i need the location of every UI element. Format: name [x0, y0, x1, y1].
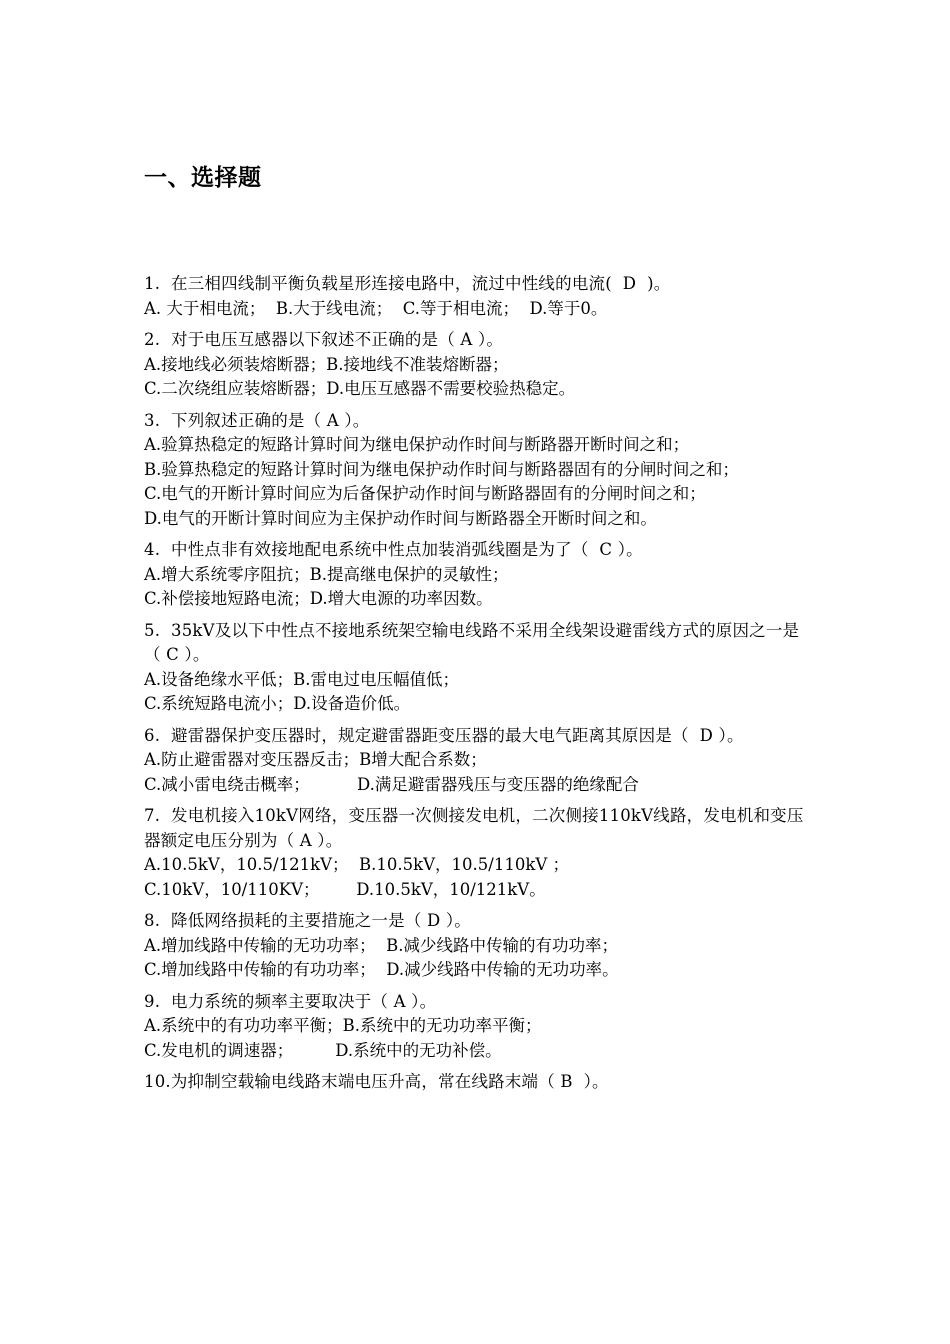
section-title: 一、选择题: [144, 165, 262, 191]
question-stem: 7. 发电机接入10kV网络，变压器一次侧接发电机，二次侧接110kV线路，发电机和变压器额定电压分别为（ A ）。: [144, 806, 804, 850]
question-item: [144, 909, 812, 983]
question-item: [144, 990, 812, 1064]
question-option-line: A.设备绝缘水平低；B.雷电过电压幅值低；: [144, 669, 460, 689]
question-option-line: A.10.5kV，10.5/121kV； B.10.5kV，10.5/110kV ；: [144, 855, 569, 874]
question-list: [144, 272, 812, 1102]
question-option-line: A.防止避雷器对变压器反击；B增大配合系数；: [144, 750, 487, 769]
question-item: [144, 1070, 812, 1095]
question-item: [144, 272, 812, 321]
question-option-line: D.电气的开断计算时间应为主保护动作时间与断路器全开断时间之和。: [144, 508, 657, 528]
question-item: [144, 619, 812, 717]
question-stem: 2. 对于电压互感器以下叙述不正确的是（ A ）。: [144, 330, 504, 349]
question-option-line: C.发电机的调速器； D.系统中的无功补偿。: [144, 1040, 502, 1060]
question-option-line: A.系统中的有功功率平衡；B.系统中的无功功率平衡；: [144, 1016, 542, 1035]
question-option-line: C.补偿接地短路电流；D.增大电源的功率因数。: [144, 589, 493, 608]
question-stem: 3. 下列叙述正确的是（ A ）。: [144, 410, 370, 430]
question-option-line: C.电气的开断计算时间应为后备保护动作时间与断路器固有的分闸时间之和；: [144, 484, 706, 503]
question-option-line: A. 大于相电流； B.大于线电流； C.等于相电流； D.等于0。: [144, 298, 608, 318]
question-stem: 9. 电力系统的频率主要取决于（ A ）。: [144, 991, 437, 1011]
question-stem: 10.为抑制空载输电线路末端电压升高，常在线路末端（ B ）。: [144, 1072, 609, 1091]
question-option-line: C.减小雷电绕击概率； D.满足避雷器残压与变压器的绝缘配合: [144, 774, 639, 794]
question-option-line: A.增加线路中传输的无功功率； B.减少线路中传输的有功功率；: [144, 935, 619, 955]
question-option-line: A.增大系统零序阻抗；B.提高继电保护的灵敏性；: [144, 564, 509, 584]
question-item: [144, 804, 812, 902]
question-stem: 1. 在三相四线制平衡负载星形连接电路中，流过中性线的电流( D )。: [144, 274, 671, 293]
question-stem: 6. 避雷器保护变压器时，规定避雷器距变压器的最大电气距离其原因是（ D ）。: [144, 725, 744, 745]
question-item: [144, 328, 812, 402]
question-option-line: C.系统短路电流小；D.设备造价低。: [144, 694, 411, 713]
question-option-line: A.验算热稳定的短路计算时间为继电保护动作时间与断路器开断时间之和；: [144, 435, 690, 454]
question-option-line: C.10kV，10/110KV； D.10.5kV，10/121kV。: [144, 879, 546, 899]
question-item: [144, 538, 812, 612]
question-stem: 4. 中性点非有效接地配电系统中性点加装消弧线圈是为了（ C ）。: [144, 540, 643, 559]
question-item: [144, 724, 812, 798]
question-stem: 8. 降低网络损耗的主要措施之一是（ D ）。: [144, 911, 472, 930]
question-item: [144, 409, 812, 532]
question-option-line: C.增加线路中传输的有功功率； D.减少线路中传输的无功功率。: [144, 960, 619, 979]
question-option-line: C.二次绕组应装熔断器；D.电压互感器不需要校验热稳定。: [144, 379, 576, 398]
question-option-line: B.验算热稳定的短路计算时间为继电保护动作时间与断路器固有的分闸时间之和；: [144, 459, 739, 479]
question-stem: 5. 35kV及以下中性点不接地系统架空输电线路不采用全线架设避雷线方式的原因之一是（ C ）。: [144, 620, 800, 664]
question-option-line: A.接地线必须装熔断器；B.接地线不准装熔断器；: [144, 354, 509, 374]
